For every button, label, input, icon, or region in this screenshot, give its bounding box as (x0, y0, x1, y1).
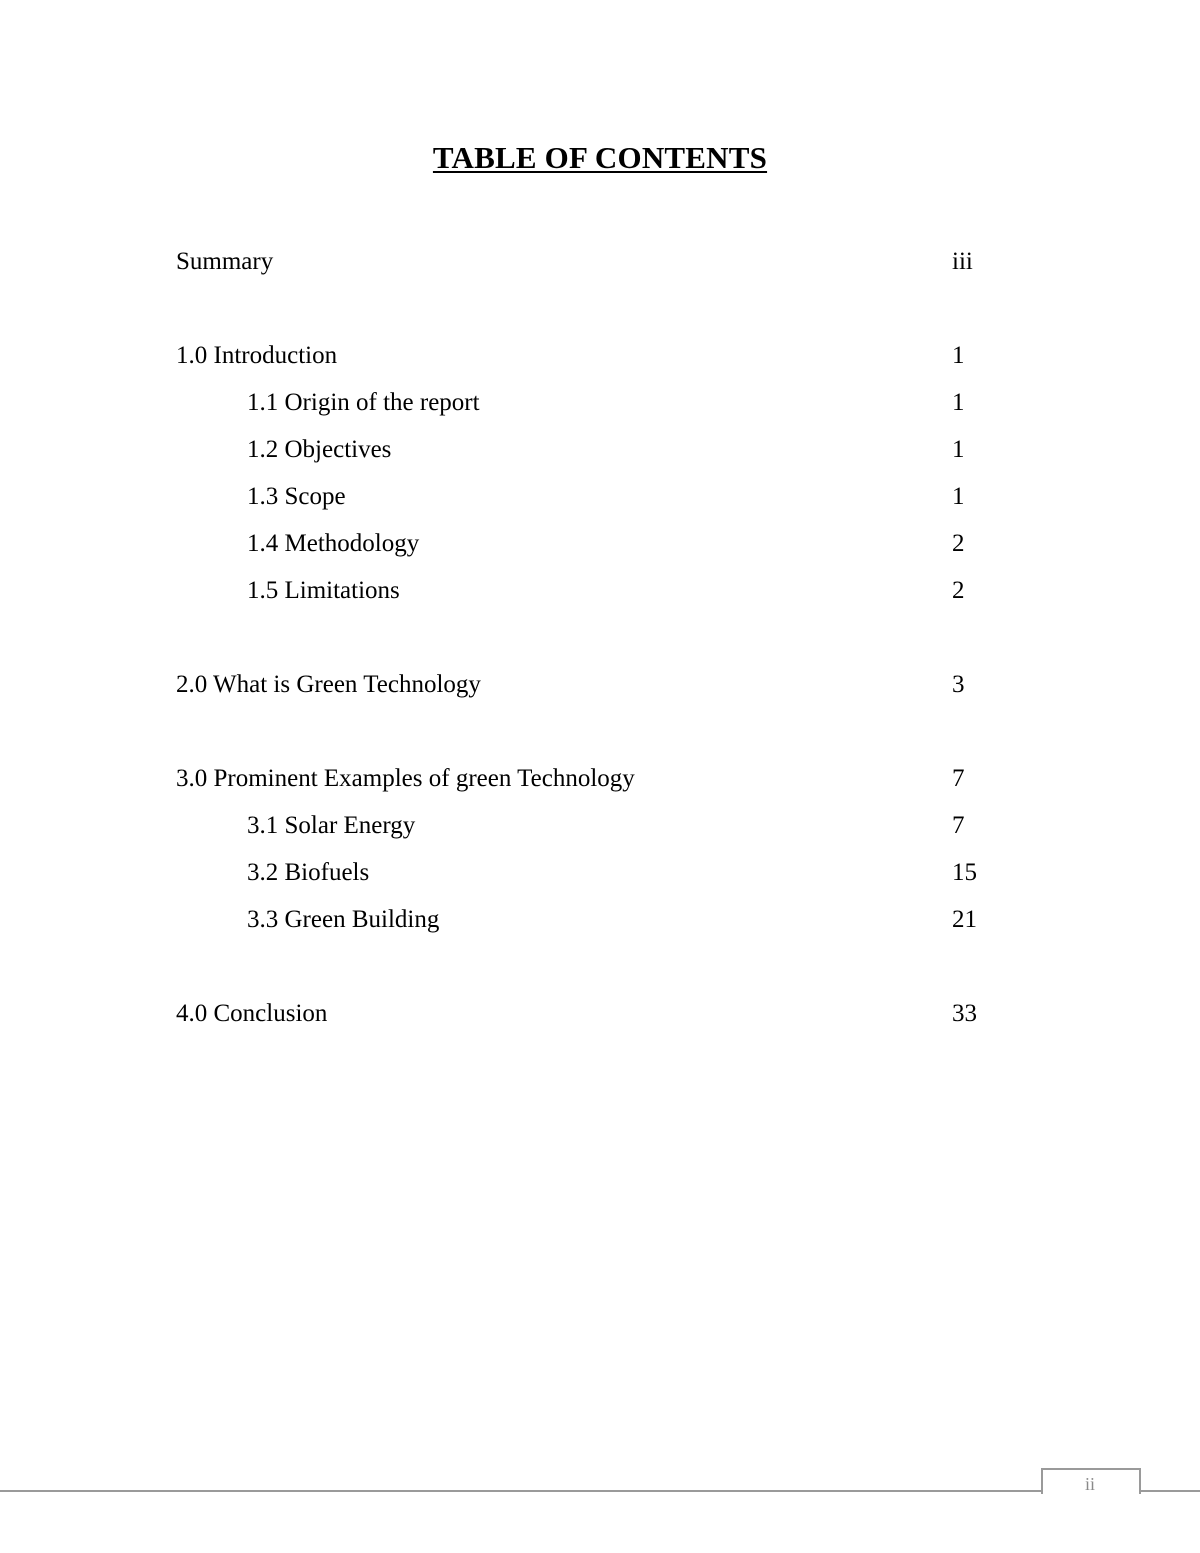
toc-entry-conclusion[interactable] (176, 990, 1006, 1037)
toc-title: TABLE OF CONTENTS (432, 140, 768, 175)
toc-entry-label: 3.0 Prominent Examples of green Technology (176, 765, 635, 792)
toc-entry-page: 7 (952, 812, 965, 839)
toc-entry-page: 2 (952, 577, 965, 604)
toc-entry-label: 1.3 Scope (247, 483, 346, 510)
toc-entry-introduction[interactable] (176, 332, 1006, 379)
toc-entry-page: 3 (952, 671, 965, 698)
toc-entry-summary[interactable] (176, 238, 1006, 285)
toc-entry-green-building[interactable] (176, 896, 1006, 943)
toc-entry-label: 1.2 Objectives (247, 436, 392, 463)
toc-entry-label: Summary (176, 248, 274, 275)
toc-entry-page: 2 (952, 530, 965, 557)
toc-entry-label: 1.5 Limitations (247, 577, 400, 604)
toc-entry-page: iii (952, 248, 973, 275)
toc-entry-label: 4.0 Conclusion (176, 1000, 328, 1027)
toc-entry-page: 7 (952, 765, 965, 792)
toc-entry-solar-energy[interactable] (176, 802, 1006, 849)
toc-entry-page: 1 (952, 436, 965, 463)
toc-entry-origin-of-report[interactable] (176, 379, 1006, 426)
toc-entry-objectives[interactable] (176, 426, 1006, 473)
toc-list (176, 238, 1006, 1037)
toc-entry-scope[interactable] (176, 473, 1006, 520)
toc-entry-what-is-green-technology[interactable] (176, 661, 1006, 708)
toc-entry-label: 3.2 Biofuels (247, 859, 370, 886)
toc-entry-label: 3.1 Solar Energy (247, 812, 416, 839)
toc-entry-label: 1.4 Methodology (247, 530, 420, 557)
toc-entry-label: 1.0 Introduction (176, 342, 338, 369)
toc-entry-page: 21 (952, 906, 977, 933)
toc-entry-methodology[interactable] (176, 520, 1006, 567)
toc-entry-page: 1 (952, 389, 965, 416)
footer-page-number: ii (1084, 1474, 1095, 1494)
toc-entry-prominent-examples[interactable] (176, 755, 1006, 802)
toc-entry-page: 15 (952, 859, 977, 886)
toc-entry-page: 1 (952, 483, 965, 510)
toc-entry-page: 1 (952, 342, 965, 369)
toc-entry-limitations[interactable] (176, 567, 1006, 614)
toc-entry-label: 3.3 Green Building (247, 906, 440, 933)
toc-entry-label: 1.1 Origin of the report (247, 389, 480, 416)
footer-divider (0, 1490, 1200, 1492)
toc-entry-biofuels[interactable] (176, 849, 1006, 896)
toc-entry-page: 33 (952, 1000, 977, 1027)
toc-entry-label: 2.0 What is Green Technology (176, 671, 481, 698)
